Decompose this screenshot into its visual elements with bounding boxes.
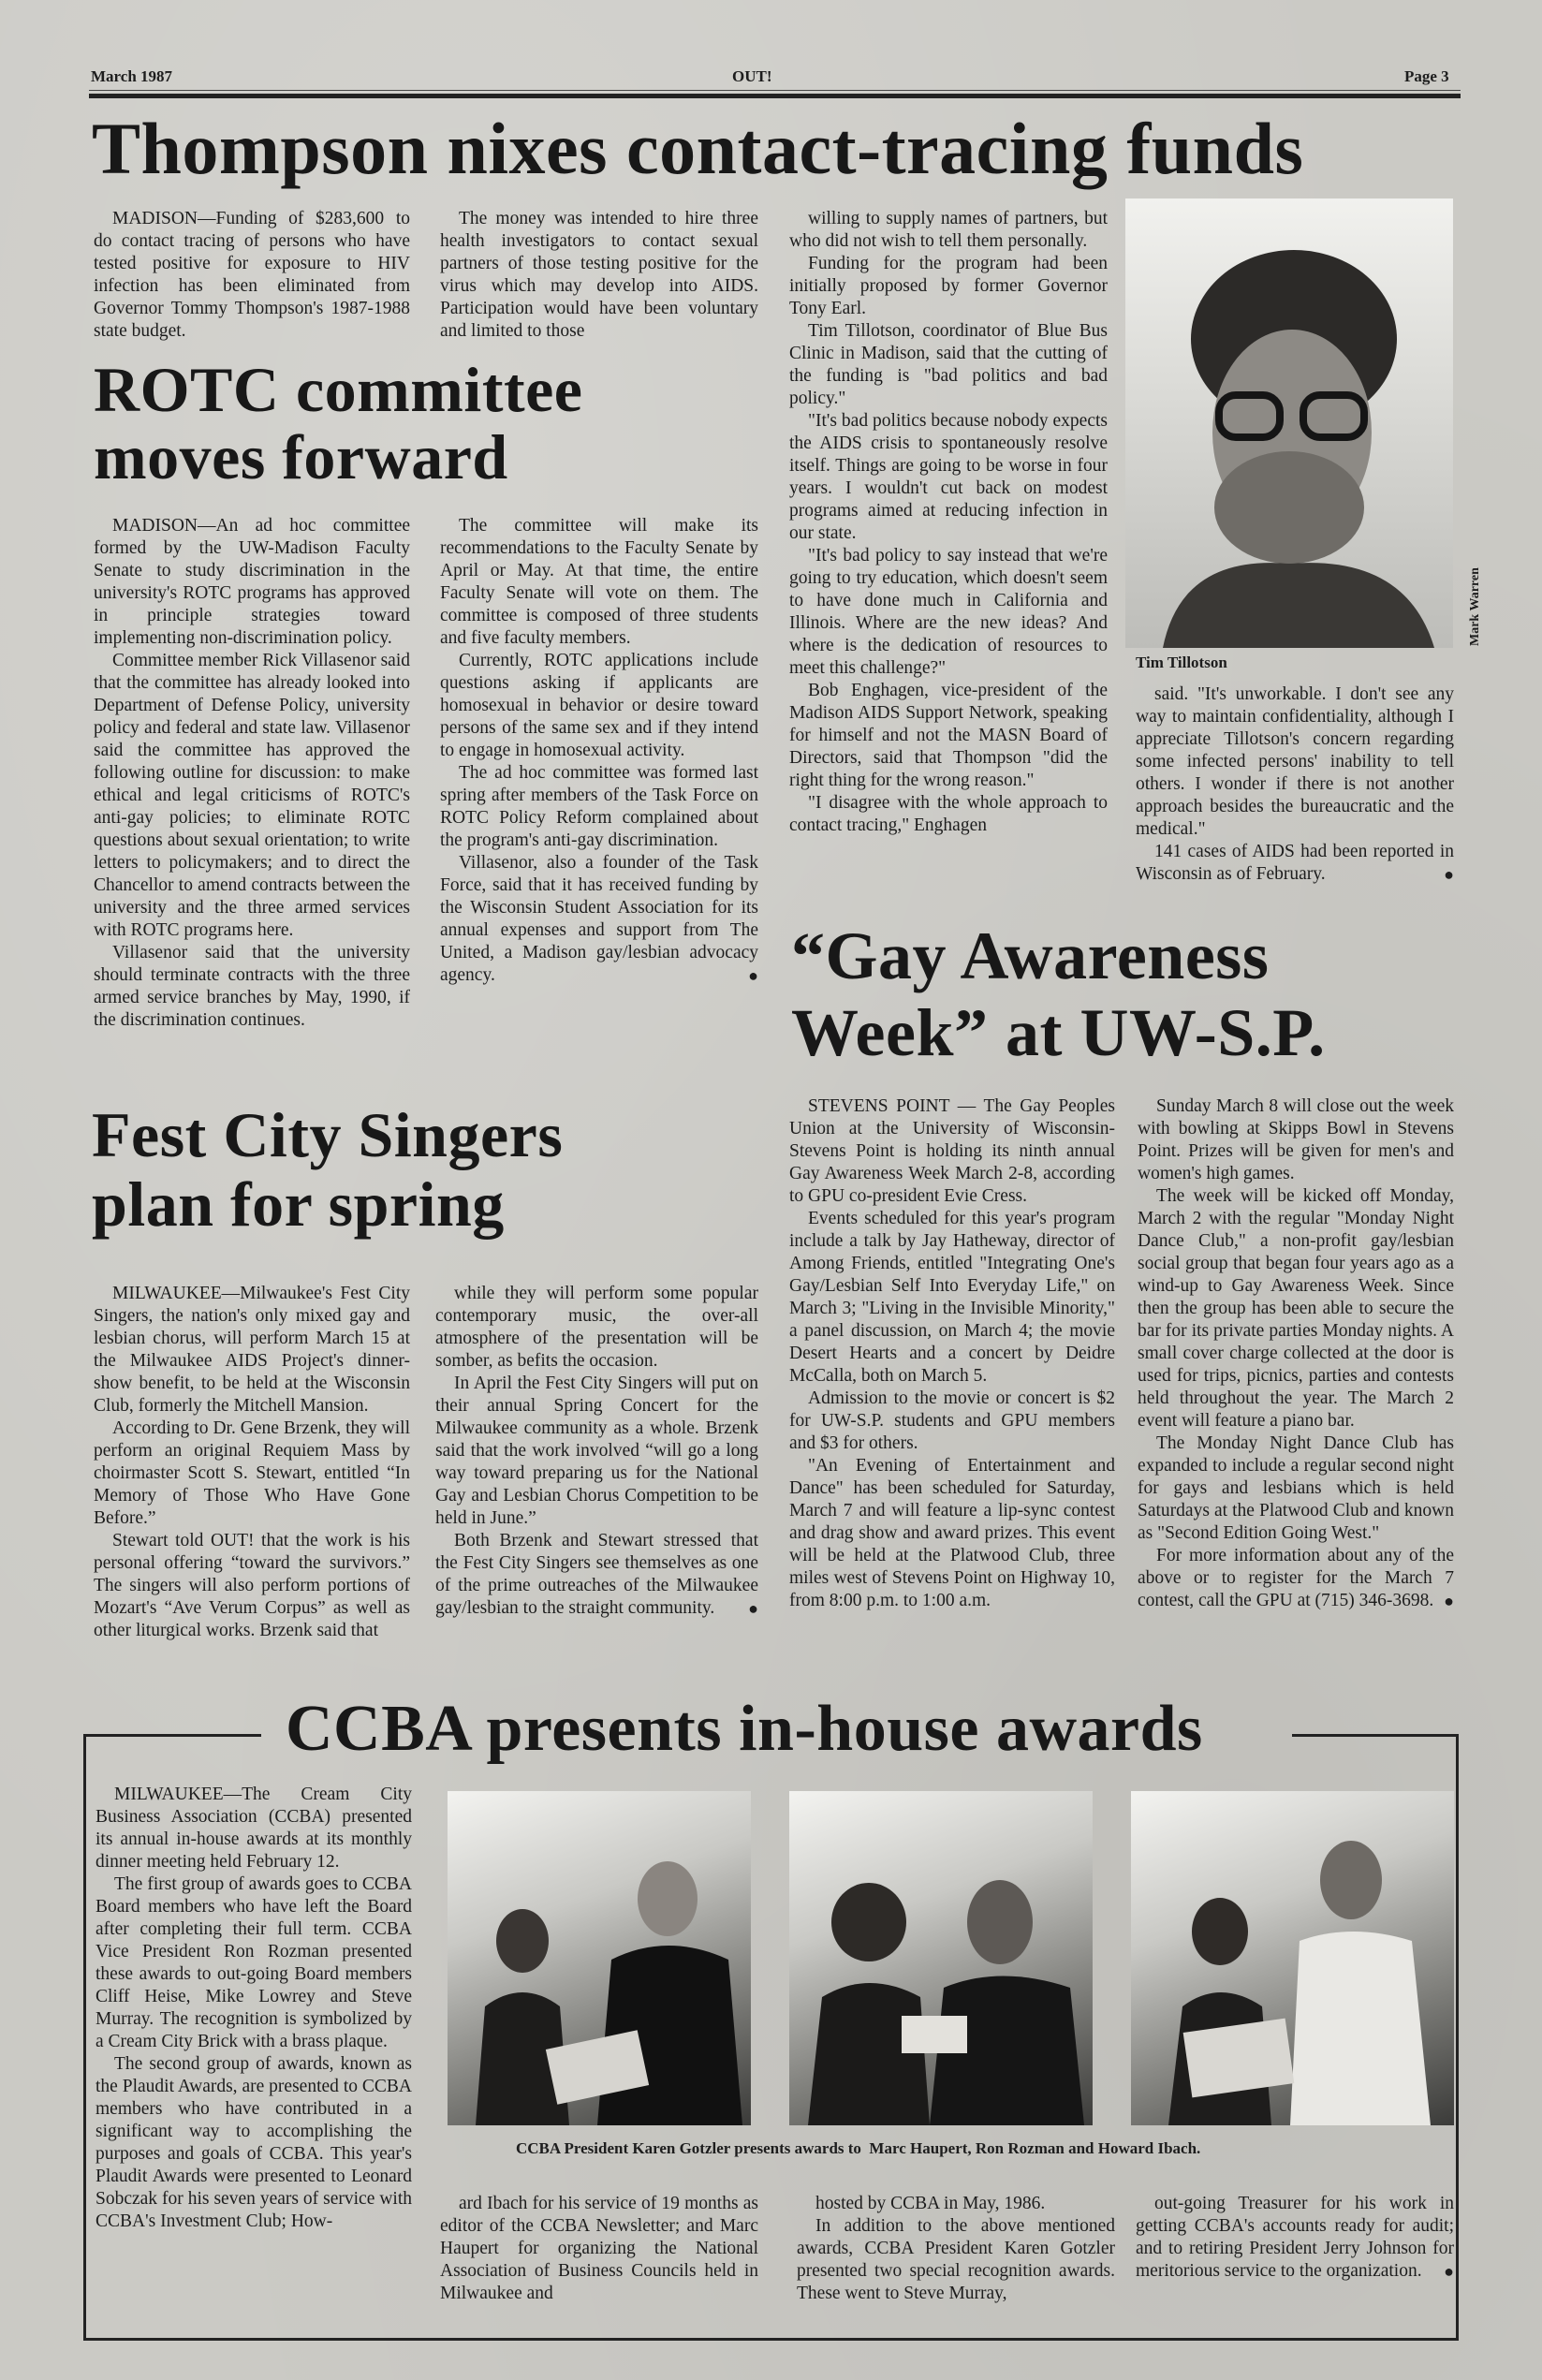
headline-thompson: Thompson nixes contact-tracing funds: [92, 108, 1304, 189]
headline-rotc: [94, 356, 582, 491]
headline-gay-line-2: Week” at UW-S.P.: [791, 995, 1326, 1070]
paragraph: hosted by CCBA in May, 1986.: [815, 2194, 1046, 2213]
gay-col-2: [1138, 1095, 1454, 1612]
thompson-col-4: [1136, 683, 1454, 886]
headline-fest-line-2: plan for spring: [92, 1168, 505, 1240]
photo-caption-tillotson: Tim Tillotson: [1136, 654, 1227, 671]
paragraph: Admission to the movie or concert is $2 for UW-S.P. students and GPU members and $3 for others.: [789, 1388, 1115, 1453]
masthead-rule: [89, 94, 1461, 98]
box-top-rule-left: [83, 1734, 261, 1737]
ccba-photo-3: [1131, 1791, 1454, 2125]
ccba-col-3: [797, 2193, 1115, 2305]
paragraph: MILWAUKEE—The Cream City Business Association (CCBA) presented its annual in-house awards at its monthly dinner meeting held February 12.: [95, 1785, 412, 1872]
end-bullet: ●: [1444, 865, 1454, 884]
paragraph: Events scheduled for this year's program include a talk by Jay Hatheway, director of Among Friends, entitled "Integrating One's Gay/Lesbian Self Into Everyday Life," on March 3; "Living in the Invisible Minority," a panel discussion, on March 4; the movie Desert Hearts and a concert by Deidre McCalla, both on March 5.: [789, 1209, 1115, 1386]
paragraph: said. "It's unworkable. I don't see any way to maintain confidentiality, although I appreciate Tillotson's concern regarding some infected persons' inability to tell others. I wonder if there is not another approach besides the bureaucratic and the medical.": [1136, 684, 1454, 839]
end-bullet: ●: [748, 966, 758, 985]
paragraph: The ad hoc committee was formed last spring after members of the Task Force on ROTC Policy Reform complained about the program's anti-gay discrimination.: [440, 763, 758, 850]
tim-tillotson-photo: [1125, 198, 1453, 648]
thompson-col-1: [94, 208, 410, 343]
gay-col-1: [789, 1095, 1115, 1612]
headline-fest-line-1: Fest City Singers: [92, 1099, 564, 1170]
portrait-illustration: [1125, 198, 1453, 648]
end-bullet: ●: [748, 1599, 758, 1618]
paragraph: Villasenor said that the university should terminate contracts with the three armed service branches by May, 1990, if the discrimination continues.: [94, 943, 410, 1030]
end-bullet: ●: [1444, 2262, 1454, 2281]
paragraph: In April the Fest City Singers will put on their annual Spring Concert for the Milwaukee community as a whole. Brzenk said that the work involved “will go a long way toward preparing us for the National Gay and Lesbian Chorus Competition to be held in June.”: [435, 1374, 758, 1528]
paragraph: Stewart told OUT! that the work is his personal offering “toward the survivors.” The singers will also perform portions of Mozart's “Ave Verum Corpus” as well as other liturgical works. Brzenk said that: [94, 1531, 410, 1640]
headline-fest-city: [92, 1100, 563, 1239]
paragraph: The committee will make its recommendations to the Faculty Senate by April or May. At that time, the entire Faculty Senate will vote on them. The committee is composed of three students and five faculty members.: [440, 516, 758, 648]
issue-date: March 1987: [91, 67, 173, 85]
paragraph: Villasenor, also a founder of the Task Force, said that it has received funding by the Wisconsin Student Association for its annual expenses and support from The United, a Madison gay/lesbian advocacy agency. ●: [440, 853, 758, 985]
headline-rotc-line-1: ROTC committee: [94, 354, 583, 425]
headline-rotc-line-2: moves forward: [94, 421, 508, 492]
paragraph: Currently, ROTC applications include questions asking if applicants are homosexual in behavior or desire toward persons of the same sex and if they intend to engage in homosexual activity.: [440, 651, 758, 760]
fest-col-2: [435, 1283, 758, 1620]
paragraph: Funding for the program had been initially proposed by former Governor Tony Earl.: [789, 254, 1108, 318]
award-photo-illustration: [448, 1791, 751, 2125]
ccba-col-2: [440, 2193, 758, 2305]
paragraph: The money was intended to hire three health investigators to contact sexual partners of those testing positive for the virus which may develop into AIDS. Participation would have been voluntary and limited to those: [440, 209, 758, 341]
masthead-rule-thin: [89, 90, 1461, 91]
thompson-col-3: [789, 208, 1108, 837]
paragraph: In addition to the above mentioned awards, CCBA President Karen Gotzler presented two special recognition awards. These went to Steve Murray,: [797, 2216, 1115, 2303]
paragraph: MADISON—Funding of $283,600 to do contact tracing of persons who have tested positive for exposure to HIV infection has been eliminated from Governor Tommy Thompson's 1987-1988 state budget.: [94, 209, 410, 341]
ccba-photo-2: [789, 1791, 1093, 2125]
rotc-col-2: [440, 515, 758, 987]
headline-gay-awareness: [791, 918, 1326, 1071]
paragraph: while they will perform some popular contemporary music, the over-all atmosphere of the presentation will be somber, as befits the occasion.: [435, 1284, 758, 1371]
headline-ccba: CCBA presents in-house awards: [286, 1693, 1203, 1765]
ccba-photo-caption: CCBA President Karen Gotzler presents awards to Marc Haupert, Ron Rozman and Howard Ibach.: [516, 2139, 1201, 2157]
paragraph: The second group of awards, known as the Plaudit Awards, are presented to CCBA members who have contributed in a significant way to accomplishing the purposes and goals of CCBA. This year's Plaudit Awards were presented to Leonard Sobczak for his seven years of service with CCBA's Investment Club; How-: [95, 2054, 412, 2231]
publication-name: OUT!: [732, 67, 772, 85]
paragraph: 141 cases of AIDS had been reported in Wisconsin as of February. ●: [1136, 842, 1454, 884]
paragraph: Tim Tillotson, coordinator of Blue Bus Clinic in Madison, said that the cutting of the funding is "bad politics and bad policy.": [789, 321, 1108, 408]
ccba-col-1: [95, 1784, 412, 2233]
paragraph: The Monday Night Dance Club has expanded to include a regular second night for gays and lesbians which is held Saturdays at the Platwood Club and known as "Second Edition Going West.": [1138, 1433, 1454, 1543]
paragraph: Sunday March 8 will close out the week with bowling at Skipps Bowl in Stevens Point. Prizes will be given for men's and women's high games.: [1138, 1096, 1454, 1183]
paragraph: The first group of awards goes to CCBA Board members who have left the Board after completing their full term. CCBA Vice President Ron Rozman presented these awards to out-going Board members Cliff Heise, Mike Lowrey and Steve Murray. The recognition is symbolized by a Cream City Brick with a brass plaque.: [95, 1874, 412, 2051]
paragraph: "An Evening of Entertainment and Dance" has been scheduled for Saturday, March 7 and will feature a lip-sync contest and drag show and award prizes. This event will be held at the Platwood Club, three miles west of Stevens Point on Highway 10, from 8:00 p.m. to 1:00 a.m.: [789, 1456, 1115, 1610]
paragraph: MADISON—An ad hoc committee formed by the UW-Madison Faculty Senate to study discrimination in the university's ROTC programs has approved in principle strategies toward implementing non-discrimination policy.: [94, 516, 410, 648]
paragraph: MILWAUKEE—Milwaukee's Fest City Singers, the nation's only mixed gay and lesbian chorus, will perform March 15 at the Milwaukee AIDS Project's dinner-show benefit, to be held at the Wisconsin Club, formerly the Mitchell Mansion.: [94, 1284, 410, 1416]
page-number: Page 3: [1404, 67, 1449, 85]
paragraph: "It's bad policy to say instead that we're going to try education, which doesn't seem to have done much in California and Illinois. Where are the new ideas? And where is the dedication of resources to meet this challenge?": [789, 546, 1108, 678]
paragraph: For more information about any of the above or to register for the March 7 contest, call the GPU at (715) 346-3698. ●: [1138, 1546, 1454, 1610]
ccba-photo-1: [448, 1791, 751, 2125]
fest-col-1: [94, 1283, 410, 1642]
paragraph: ard Ibach for his service of 19 months as editor of the CCBA Newsletter; and Marc Haupert for organizing the National Association of Business Councils held in Milwaukee and: [440, 2194, 758, 2303]
paragraph: "It's bad politics because nobody expects the AIDS crisis to spontaneously resolve itself. Things are going to be worse in four years. I wouldn't cut back on modest programs aimed at reducing infection in our state.: [789, 411, 1108, 543]
award-photo-illustration: [1131, 1791, 1454, 2125]
paragraph: Both Brzenk and Stewart stressed that the Fest City Singers see themselves as one of the prime outreaches of the Milwaukee gay/lesbian to the straight community. ●: [435, 1531, 758, 1618]
paragraph: Bob Enghagen, vice-president of the Madison AIDS Support Network, speaking for himself and not the MASN Board of Directors, said that Thompson "did the right thing for the wrong reason.": [789, 681, 1108, 790]
headline-gay-line-1: “Gay Awareness: [791, 918, 1270, 993]
paragraph: According to Dr. Gene Brzenk, they will perform an original Requiem Mass by choirmaster Scott S. Stewart, entitled “In Memory of Those Who Have Gone Before.”: [94, 1418, 410, 1528]
paragraph: Committee member Rick Villasenor said that the committee has already looked into Department of Defense Policy, university policy and federal and state law. Villasenor said the committee has approved the following outline for discussion: to make ethical and legal criticisms of ROTC's anti-gay policies; to eliminate ROTC questions about sexual orientation; to write letters to policymakers; and to direct the Chancellor to amend contracts between the university and the three armed services with ROTC programs here.: [94, 651, 410, 940]
photo-credit: Mark Warren: [1468, 567, 1482, 646]
ccba-col-4: [1136, 2193, 1454, 2283]
award-photo-illustration: [789, 1791, 1093, 2125]
rotc-col-1: [94, 515, 410, 1032]
paragraph: willing to supply names of partners, but who did not wish to tell them personally.: [789, 209, 1108, 251]
end-bullet: ●: [1444, 1592, 1454, 1610]
box-top-rule-right: [1292, 1734, 1456, 1737]
paragraph: The week will be kicked off Monday, March 2 with the regular "Monday Night Dance Club," a non-profit gay/lesbian social group that began four years ago as a wind-up to Gay Awareness Week. Since then the group has been able to secure the bar for its private parties Monday nights. A small cover charge collected at the door is used for trips, picnics, parties and contests held throughout the year. The March 2 event will feature a piano bar.: [1138, 1186, 1454, 1431]
thompson-col-2: [440, 208, 758, 343]
paragraph: out-going Treasurer for his work in getting CCBA's accounts ready for audit; and to retiring President Jerry Johnson for meritorious service to the organization. ●: [1136, 2194, 1454, 2281]
paragraph: STEVENS POINT — The Gay Peoples Union at the University of Wisconsin-Stevens Point is holding its ninth annual Gay Awareness Week March 2-8, according to GPU co-president Evie Cress.: [789, 1096, 1115, 1206]
paragraph: "I disagree with the whole approach to contact tracing," Enghagen: [789, 793, 1108, 835]
